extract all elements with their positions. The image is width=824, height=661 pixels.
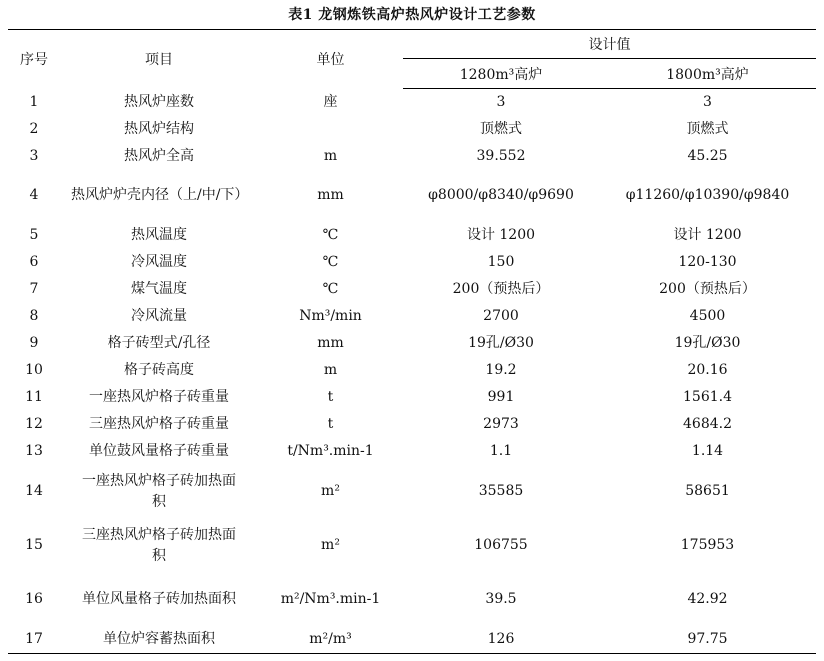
- row-index: 3: [29, 147, 39, 164]
- row-item-text: 三座热风炉格子砖加热面积: [82, 526, 236, 564]
- row-unit: m: [323, 147, 338, 164]
- row-value-1800: 3: [703, 93, 712, 110]
- row-item: 热风炉结构: [124, 120, 194, 137]
- row-value-1800: 4500: [689, 307, 726, 324]
- row-item: 单位炉容蓄热面积: [60, 627, 258, 654]
- row-value-1800: 175953: [680, 537, 735, 553]
- row-item: 格子砖型式/孔径: [107, 334, 211, 351]
- row-value-1800: 58651: [685, 483, 730, 499]
- row-index: 15: [25, 537, 43, 553]
- row-index: 2: [29, 120, 39, 137]
- row-value-1280: 2700: [483, 307, 519, 324]
- row-value-1280: 19.2: [485, 361, 517, 378]
- table-row: [8, 330, 816, 357]
- row-index: 17: [8, 627, 60, 654]
- row-item: 三座热风炉格子砖重量: [89, 415, 229, 432]
- header-1280-furnace: 1280m³高炉: [403, 59, 599, 89]
- table-row: [8, 573, 816, 627]
- row-value-1280: 150: [487, 253, 515, 270]
- row-item: [60, 519, 258, 573]
- row-index: 9: [29, 334, 39, 351]
- row-unit: m²/m³: [258, 627, 403, 654]
- row-value-1280: 19孔/Ø30: [468, 334, 534, 351]
- row-value-1280: 39.5: [485, 591, 517, 607]
- row-index: 14: [25, 483, 43, 499]
- header-index: 序号: [8, 30, 60, 89]
- row-value-1800: 45.25: [687, 147, 728, 164]
- table-row: [8, 519, 816, 573]
- row-item-text: 热风炉炉壳内径（上/中/下）: [71, 187, 249, 203]
- row-item: 冷风温度: [131, 253, 187, 270]
- row-value-1280: 991: [487, 388, 515, 405]
- table-row: [8, 249, 816, 276]
- row-unit: ℃: [322, 226, 339, 243]
- design-parameters-table: [8, 29, 816, 654]
- table-row: [8, 170, 816, 222]
- table-row: [8, 627, 816, 654]
- row-value-1280: 3: [496, 93, 506, 110]
- table-row: [8, 89, 816, 116]
- row-value-1800: 19孔/Ø30: [674, 334, 741, 351]
- header-unit: 单位: [258, 30, 403, 89]
- row-unit: t/Nm³.min-1: [287, 442, 374, 459]
- table-row: [8, 116, 816, 143]
- row-index: 10: [25, 361, 43, 378]
- row-value-1800: 设计 1200: [673, 226, 742, 243]
- row-item-text: 一座热风炉格子砖加热面积: [82, 472, 236, 510]
- table-row: [8, 384, 816, 411]
- table-row: [8, 465, 816, 519]
- row-value-1280: 200（预热后）: [452, 280, 550, 297]
- row-index: 7: [29, 280, 39, 297]
- table-row: [8, 222, 816, 249]
- row-value-1800: 97.75: [599, 627, 816, 654]
- row-unit: t: [327, 388, 334, 405]
- row-index: 1: [29, 93, 39, 110]
- row-value-1280: 1.1: [489, 442, 513, 459]
- row-item: [60, 170, 258, 222]
- row-unit: ℃: [322, 253, 339, 270]
- row-unit: 座: [323, 93, 338, 110]
- row-unit: m²: [321, 537, 340, 553]
- row-item: 格子砖高度: [124, 361, 194, 378]
- row-unit: Nm³/min: [299, 307, 362, 324]
- row-value-1800: φ11260/φ10390/φ9840: [625, 187, 790, 203]
- table-row: [8, 357, 816, 384]
- row-unit: m²: [321, 483, 340, 499]
- row-index: 12: [25, 415, 43, 432]
- row-unit: ℃: [322, 280, 339, 297]
- row-unit: mm: [317, 334, 344, 351]
- row-value-1800: 1.14: [691, 442, 724, 459]
- row-unit: m: [323, 361, 338, 378]
- row-value-1280: 106755: [474, 537, 528, 553]
- table-row: [8, 143, 816, 170]
- header-design-value: 设计值: [403, 30, 816, 59]
- row-index: 16: [25, 591, 43, 607]
- row-item: 煤气温度: [131, 280, 187, 297]
- row-value-1800: 42.92: [687, 591, 728, 607]
- row-item: 热风温度: [131, 226, 187, 243]
- row-value-1800: 1561.4: [683, 388, 732, 405]
- row-unit: [258, 116, 403, 143]
- table-row: [8, 276, 816, 303]
- row-item: 冷风流量: [131, 307, 187, 324]
- row-value-1800: 120-130: [678, 253, 737, 270]
- row-value-1280: 设计 1200: [466, 226, 536, 243]
- row-item: 一座热风炉格子砖重量: [89, 388, 229, 405]
- header-item: 项目: [60, 30, 258, 89]
- row-index: 6: [29, 253, 39, 270]
- table-caption: 表1 龙钢炼铁高炉热风炉设计工艺参数: [288, 7, 536, 23]
- row-value-1280: 顶燃式: [480, 120, 522, 137]
- row-value-1280: 2973: [483, 415, 519, 432]
- row-index: 11: [25, 388, 43, 405]
- row-item: 热风炉全高: [124, 147, 194, 164]
- row-unit: m²/Nm³.min-1: [280, 591, 381, 607]
- table-row: [8, 303, 816, 330]
- row-value-1800: 200（预热后）: [659, 280, 756, 297]
- row-item-text: 单位风量格子砖加热面积: [82, 591, 236, 607]
- header-1800-furnace: 1800m³高炉: [599, 59, 816, 89]
- row-index: 5: [29, 226, 39, 243]
- row-item: 热风炉座数: [124, 93, 194, 110]
- table-row: [8, 411, 816, 438]
- row-unit: t: [327, 415, 334, 432]
- row-index: 4: [29, 187, 39, 203]
- row-item: 单位鼓风量格子砖重量: [89, 442, 229, 459]
- row-index: 8: [29, 307, 39, 324]
- row-index: 13: [25, 442, 43, 459]
- row-unit: mm: [317, 187, 344, 203]
- row-item: [60, 465, 258, 519]
- row-value-1280: φ8000/φ8340/φ9690: [428, 187, 574, 203]
- table-row: [8, 438, 816, 465]
- row-value-1280: 126: [403, 627, 599, 654]
- row-value-1280: 39.552: [476, 147, 526, 164]
- row-value-1280: 35585: [478, 483, 524, 499]
- row-value-1800: 4684.2: [683, 415, 732, 432]
- row-value-1800: 20.16: [687, 361, 728, 378]
- row-item: [60, 573, 258, 627]
- row-value-1800: 顶燃式: [686, 120, 729, 137]
